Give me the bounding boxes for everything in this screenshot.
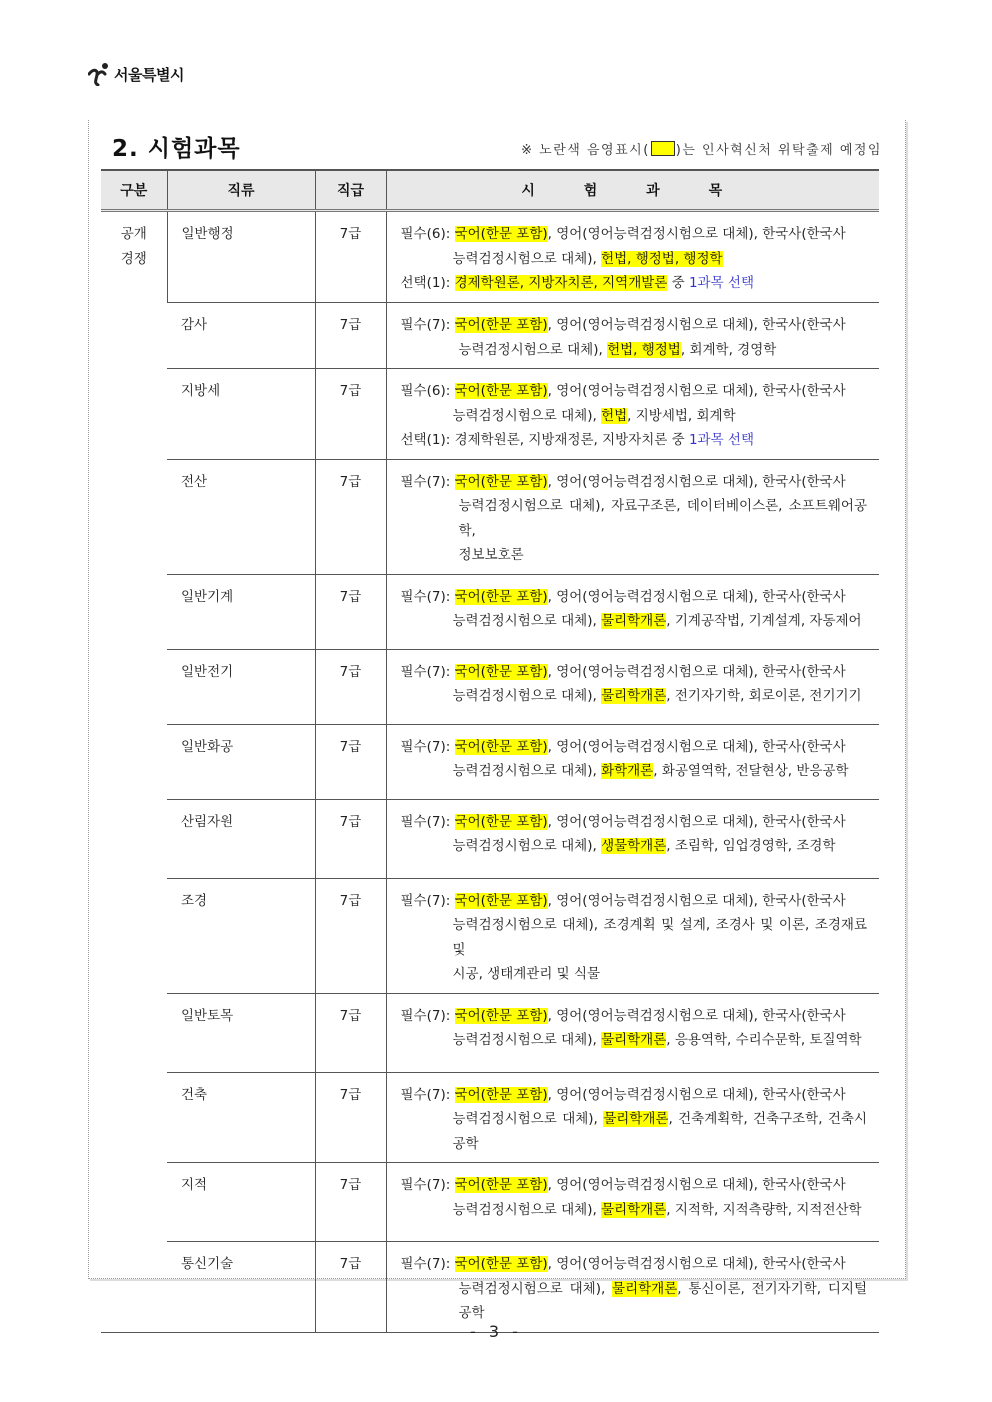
table-row: [101, 1072, 879, 1163]
subjects-cell: 필수(7): 국어(한문 포함), 영어(영어능력검정시험으로 대체), 한국사(한국사 능력검정시험으로 대체), 헌법, 행정법, 회계학, 경영학: [386, 303, 879, 369]
job-cell: 조경: [167, 878, 315, 993]
job-cell: 지방세: [167, 369, 315, 460]
subjects-cell: 필수(7): 국어(한문 포함), 영어(영어능력검정시험으로 대체), 한국사(한국사 능력검정시험으로 대체), 생물학개론, 조림학, 임업경영학, 조경학: [386, 799, 879, 878]
seoul-emblem-icon: [88, 62, 110, 86]
grade-cell: 7급: [315, 459, 386, 574]
table-row: [101, 1242, 879, 1333]
table-row: [101, 369, 879, 460]
grade-cell: 7급: [315, 1072, 386, 1163]
group-cell: 공개 경쟁: [101, 211, 167, 1333]
note-suffix: )는 인사혁신처 위탁출제 예정임: [675, 143, 882, 158]
exam-subjects-table: [101, 169, 879, 1333]
table-row: [101, 574, 879, 649]
job-cell: 일반기계: [167, 574, 315, 649]
table-row: [101, 211, 879, 303]
job-cell: 전산: [167, 459, 315, 574]
job-cell: 일반토목: [167, 993, 315, 1072]
job-cell: 감사: [167, 303, 315, 369]
subjects-cell: 필수(6): 국어(한문 포함), 영어(영어능력검정시험으로 대체), 한국사(한국사 능력검정시험으로 대체), 헌법, 행정법, 행정학 선택(1): 경제학원론, 지방자치론, 지역개발론 중 1과목 선택: [386, 211, 879, 303]
note-prefix: ※ 노란색 음영표시(: [521, 143, 650, 158]
table-row: [101, 993, 879, 1072]
table-row: [101, 303, 879, 369]
grade-cell: 7급: [315, 1163, 386, 1242]
job-cell: 일반행정: [167, 211, 315, 303]
job-cell: 건축: [167, 1072, 315, 1163]
section-title: 2. 시험과목: [112, 136, 241, 162]
grade-cell: 7급: [315, 724, 386, 799]
yellow-swatch: [651, 141, 675, 156]
grade-cell: 7급: [315, 1242, 386, 1333]
subjects-cell: 필수(7): 국어(한문 포함), 영어(영어능력검정시험으로 대체), 한국사(한국사 능력검정시험으로 대체), 물리학개론, 전기자기학, 회로이론, 전기기기: [386, 649, 879, 724]
subjects-cell: 필수(7): 국어(한문 포함), 영어(영어능력검정시험으로 대체), 한국사(한국사 능력검정시험으로 대체), 물리학개론, 지적학, 지적측량학, 지적전산학: [386, 1163, 879, 1242]
table-row: [101, 724, 879, 799]
job-cell: 일반화공: [167, 724, 315, 799]
subjects-cell: 필수(6): 국어(한문 포함), 영어(영어능력검정시험으로 대체), 한국사(한국사 능력검정시험으로 대체), 헌법, 지방세법, 회계학 선택(1): 경제학원론, 지방재정론, 지방자치론 중 1과목 선택: [386, 369, 879, 460]
job-cell: 지적: [167, 1163, 315, 1242]
grade-cell: 7급: [315, 649, 386, 724]
subjects-cell: 필수(7): 국어(한문 포함), 영어(영어능력검정시험으로 대체), 한국사(한국사 능력검정시험으로 대체), 자료구조론, 데이터베이스론, 소프트웨어공학, 정보보호론: [386, 459, 879, 574]
job-cell: 산림자원: [167, 799, 315, 878]
table-header-row: [101, 170, 879, 211]
subjects-cell: 필수(7): 국어(한문 포함), 영어(영어능력검정시험으로 대체), 한국사(한국사 능력검정시험으로 대체), 물리학개론, 기계공작법, 기계설계, 자동제어: [386, 574, 879, 649]
subjects-cell: 필수(7): 국어(한문 포함), 영어(영어능력검정시험으로 대체), 한국사(한국사 능력검정시험으로 대체), 물리학개론, 응용역학, 수리수문학, 토질역학: [386, 993, 879, 1072]
subjects-cell: 필수(7): 국어(한문 포함), 영어(영어능력검정시험으로 대체), 한국사(한국사 능력검정시험으로 대체), 물리학개론, 건축계획학, 건축구조학, 건축시공학: [386, 1072, 879, 1163]
grade-cell: 7급: [315, 799, 386, 878]
seoul-logo: [88, 62, 184, 86]
table-row: [101, 1163, 879, 1242]
grade-cell: 7급: [315, 993, 386, 1072]
table-row: [101, 878, 879, 993]
subjects-cell: 필수(7): 국어(한문 포함), 영어(영어능력검정시험으로 대체), 한국사(한국사 능력검정시험으로 대체), 조경계획 및 설계, 조경사 및 이론, 조경재료 및 시공, 생태계관리 및 식물: [386, 878, 879, 993]
grade-cell: 7급: [315, 211, 386, 303]
table-row: [101, 649, 879, 724]
grade-cell: 7급: [315, 878, 386, 993]
subjects-cell: 필수(7): 국어(한문 포함), 영어(영어능력검정시험으로 대체), 한국사(한국사 능력검정시험으로 대체), 물리학개론, 통신이론, 전기자기학, 디지털공학: [386, 1242, 879, 1333]
grade-cell: 7급: [315, 303, 386, 369]
job-cell: 통신기술: [167, 1242, 315, 1333]
header-category: 구분: [101, 170, 167, 211]
header-subjects: 시 험 과 목: [386, 170, 879, 211]
header-job: 직류: [167, 170, 315, 211]
grade-cell: 7급: [315, 574, 386, 649]
header-grade: 직급: [315, 170, 386, 211]
org-name: 서울특별시: [114, 65, 184, 84]
page-number: - 3 -: [470, 1322, 522, 1341]
subjects-cell: 필수(7): 국어(한문 포함), 영어(영어능력검정시험으로 대체), 한국사(한국사 능력검정시험으로 대체), 화학개론, 화공열역학, 전달현상, 반응공학: [386, 724, 879, 799]
table-row: [101, 459, 879, 574]
table-row: [101, 799, 879, 878]
grade-cell: 7급: [315, 369, 386, 460]
job-cell: 일반전기: [167, 649, 315, 724]
highlight-note: [521, 139, 882, 158]
